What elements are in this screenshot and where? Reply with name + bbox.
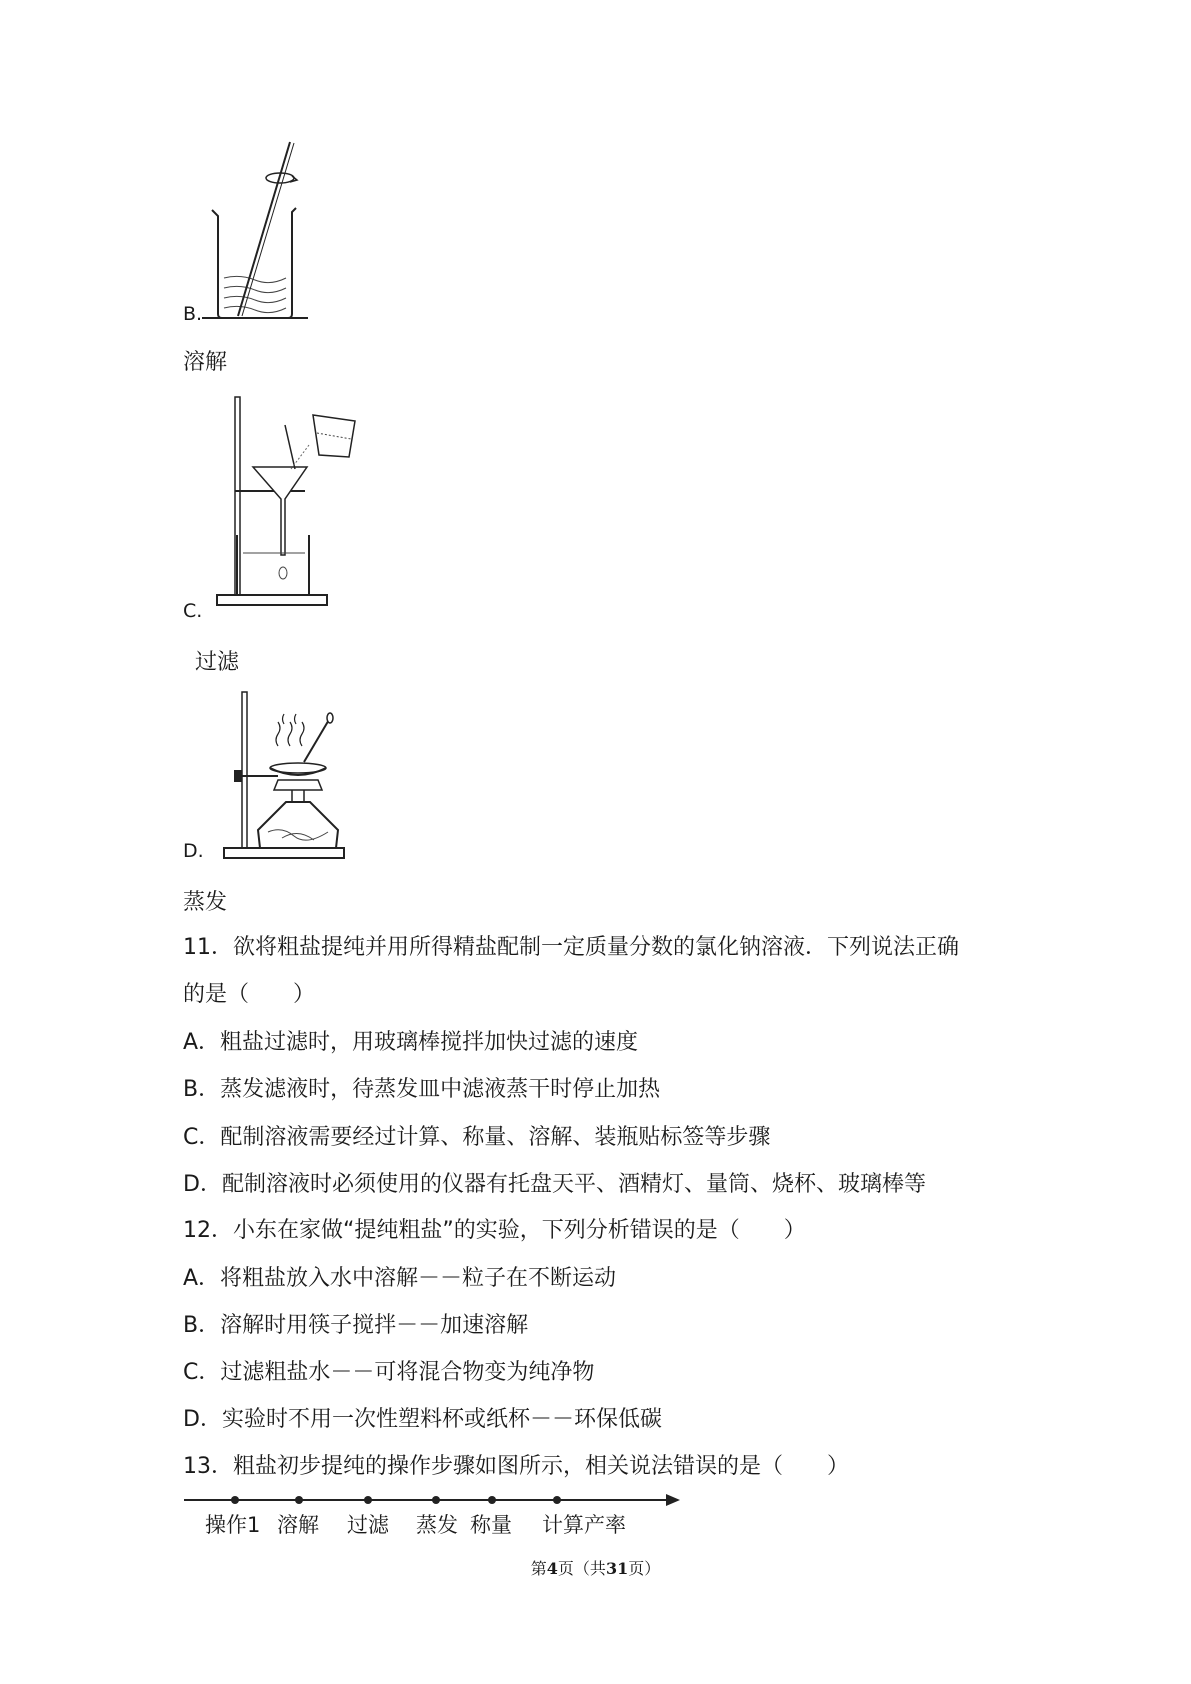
q13-stem: 13．粗盐初步提纯的操作步骤如图所示，相关说法错误的是（ ）: [183, 1454, 849, 1479]
footer-suffix: 页）: [628, 1559, 661, 1578]
footer-total-pages: 31: [605, 1559, 629, 1578]
q12-option-b: B．溶解时用筷子搅拌－－加速溶解: [183, 1313, 529, 1338]
q11-stem-line2: 的是（ ）: [183, 982, 316, 1007]
flow-step-label: 称量: [470, 1513, 512, 1537]
flow-step-label: 过滤: [347, 1513, 389, 1537]
figure-b-letter: B.: [183, 303, 203, 325]
evaporation-apparatus-icon: [222, 690, 362, 865]
figure-b-caption: 溶解: [183, 350, 228, 375]
q12-stem: 12．小东在家做“提纯粗盐”的实验，下列分析错误的是（ ）: [183, 1218, 806, 1243]
flow-step-label: 溶解: [277, 1513, 319, 1537]
q11-option-d: D．配制溶液时必须使用的仪器有托盘天平、酒精灯、量筒、烧杯、玻璃棒等: [183, 1172, 926, 1197]
figure-d-letter: D.: [183, 840, 204, 862]
q11-stem-line1: 11．欲将粗盐提纯并用所得精盐配制一定质量分数的氯化钠溶液．下列说法正确: [183, 935, 959, 960]
figure-c-letter: C.: [183, 600, 203, 622]
beaker-stirring-rod-icon: [200, 140, 310, 325]
footer-page-number: 4: [546, 1559, 558, 1578]
footer-mid: 页（共: [557, 1559, 606, 1578]
filtration-apparatus-icon: [215, 395, 365, 610]
q11-option-a: A．粗盐过滤时，用玻璃棒搅拌加快过滤的速度: [183, 1030, 639, 1055]
q12-option-a: A．将粗盐放入水中溶解－－粒子在不断运动: [183, 1266, 617, 1291]
flow-step-label: 计算产率: [542, 1513, 626, 1537]
process-flow-arrow: [182, 1490, 682, 1510]
flow-step-label: 操作1: [205, 1513, 261, 1537]
flow-step-label: 蒸发: [416, 1513, 458, 1537]
figure-d-caption: 蒸发: [183, 890, 228, 915]
q12-option-d: D．实验时不用一次性塑料杯或纸杯－－环保低碳: [183, 1407, 662, 1432]
q12-option-c: C．过滤粗盐水－－可将混合物变为纯净物: [183, 1360, 595, 1385]
q11-option-b: B．蒸发滤液时，待蒸发皿中滤液蒸干时停止加热: [183, 1077, 661, 1102]
page-footer: [0, 1556, 1191, 1579]
footer-prefix: 第: [530, 1559, 547, 1578]
q11-option-c: C．配制溶液需要经过计算、称量、溶解、装瓶贴标签等步骤: [183, 1125, 771, 1150]
figure-c-caption: 过滤: [195, 650, 240, 675]
